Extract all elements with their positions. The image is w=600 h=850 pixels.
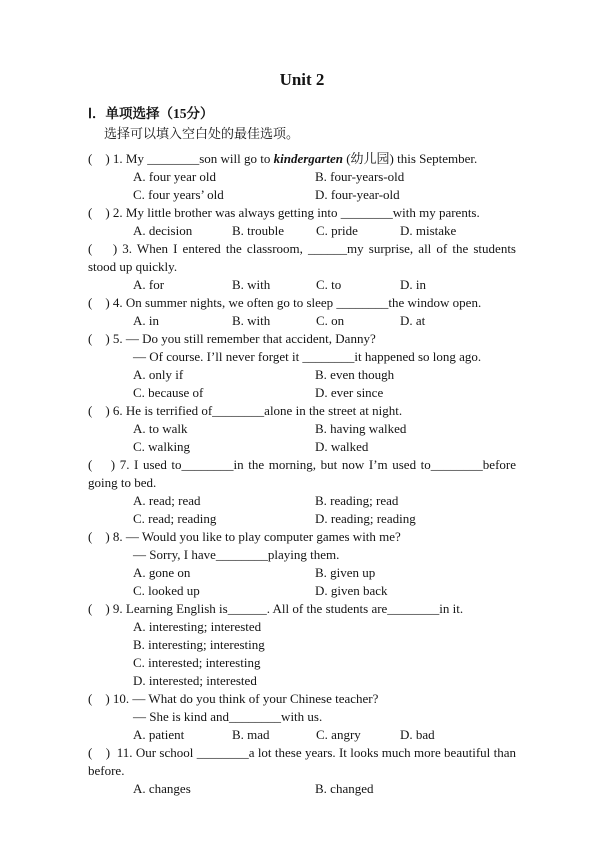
question-8 xyxy=(88,528,516,600)
option-b: B. four-years-old xyxy=(315,169,405,184)
question-3 xyxy=(88,240,520,294)
option-b: B. trouble xyxy=(232,223,284,238)
question-stem: ( ) 6. He is terrified of________alone in the street at night. xyxy=(88,403,403,418)
option-row xyxy=(88,186,516,204)
question-1 xyxy=(88,150,516,204)
option-row xyxy=(88,780,516,798)
question-10 xyxy=(88,690,516,744)
option-a: A. to walk xyxy=(133,421,188,436)
option-row xyxy=(88,510,516,528)
question-stem: ( ) 7. I used to________in the morning, but now I’m used to________before going to bed. xyxy=(88,457,520,490)
option-b: B. given up xyxy=(315,565,376,580)
option-b: B. even though xyxy=(315,367,395,382)
option-d: D. mistake xyxy=(400,223,457,238)
option-row xyxy=(88,654,516,672)
option-d: D. at xyxy=(400,313,426,328)
option-d: D. ever since xyxy=(315,385,384,400)
option-a: A. interesting; interested xyxy=(133,619,262,634)
dialogue-line: — Of course. I’ll never forget it ________it happened so long ago. xyxy=(133,349,482,364)
option-c: C. looked up xyxy=(133,583,200,598)
option-b: B. with xyxy=(232,277,271,292)
option-d: D. interested; interested xyxy=(133,673,257,688)
option-b: B. with xyxy=(232,313,271,328)
option-row xyxy=(88,672,516,690)
question-11 xyxy=(88,744,520,798)
question-stem: ( ) 9. Learning English is______. All of the students are________in it. xyxy=(88,601,464,616)
question-stem: ( ) 4. On summer nights, we often go to sleep ________the window open. xyxy=(88,295,482,310)
question-7 xyxy=(88,456,520,528)
option-row xyxy=(88,222,516,240)
option-a: A. for xyxy=(133,277,165,292)
stem-text: ( ) 1. My ________son will go to xyxy=(88,151,274,166)
option-c: C. four years’ old xyxy=(133,187,224,202)
question-stem: ( ) 11. Our school ________a lot these years. It looks much more beautiful than before. xyxy=(88,745,520,778)
option-d: D. in xyxy=(400,277,426,292)
option-d: D. four-year-old xyxy=(315,187,400,202)
option-row xyxy=(88,492,516,510)
option-c: C. walking xyxy=(133,439,191,454)
option-a: A. decision xyxy=(133,223,193,238)
option-row xyxy=(88,420,516,438)
option-row xyxy=(88,276,516,294)
option-row xyxy=(88,366,516,384)
question-9 xyxy=(88,600,516,690)
option-row xyxy=(88,438,516,456)
option-row xyxy=(88,636,516,654)
option-b: B. changed xyxy=(315,781,374,796)
option-row xyxy=(88,582,516,600)
question-4 xyxy=(88,294,516,330)
question-stem: ( ) 8. — Would you like to play computer games with me? xyxy=(88,529,401,544)
section-heading: Ⅰ．单项选择（15分） xyxy=(88,106,214,121)
option-row xyxy=(88,618,516,636)
option-d: D. bad xyxy=(400,727,435,742)
question-stem: ( ) 10. — What do you think of your Chinese teacher? xyxy=(88,691,379,706)
question-list xyxy=(88,150,520,798)
option-a: A. only if xyxy=(133,367,184,382)
option-b: B. reading; read xyxy=(315,493,399,508)
option-d: D. given back xyxy=(315,583,388,598)
option-a: A. patient xyxy=(133,727,185,742)
option-d: D. walked xyxy=(315,439,369,454)
option-row xyxy=(88,168,516,186)
option-a: A. gone on xyxy=(133,565,191,580)
option-c: C. because of xyxy=(133,385,204,400)
question-stem xyxy=(88,150,516,168)
question-5 xyxy=(88,330,516,402)
option-c: C. angry xyxy=(316,727,361,742)
option-b: B. mad xyxy=(232,727,270,742)
option-a: A. changes xyxy=(133,781,191,796)
option-a: A. read; read xyxy=(133,493,201,508)
option-c: C. interested; interesting xyxy=(133,655,261,670)
option-row xyxy=(88,726,516,744)
stem-text: (幼儿园) this September. xyxy=(342,151,478,166)
option-c: C. read; reading xyxy=(133,511,217,526)
option-row xyxy=(88,384,516,402)
option-b: B. having walked xyxy=(315,421,407,436)
question-stem: ( ) 5. — Do you still remember that accident, Danny? xyxy=(88,331,376,346)
page-title: Unit 2 xyxy=(279,70,325,89)
option-b: B. interesting; interesting xyxy=(133,637,265,652)
option-c: C. on xyxy=(316,313,345,328)
option-row xyxy=(88,564,516,582)
section-instruction: 选择可以填入空白处的最佳选项。 xyxy=(104,126,300,141)
question-stem: ( ) 2. My little brother was always getting into ________with my parents. xyxy=(88,205,480,220)
option-c: C. pride xyxy=(316,223,358,238)
option-d: D. reading; reading xyxy=(315,511,416,526)
option-c: C. to xyxy=(316,277,342,292)
option-row xyxy=(88,312,516,330)
stem-italic-word: kindergarten xyxy=(273,151,343,166)
option-a: A. in xyxy=(133,313,159,328)
dialogue-line: — She is kind and________with us. xyxy=(133,709,323,724)
dialogue-line: — Sorry, I have________playing them. xyxy=(133,547,340,562)
question-stem: ( ) 3. When I entered the classroom, ______my surprise, all of the students stood up quickly. xyxy=(88,241,520,274)
question-6 xyxy=(88,402,516,456)
question-2 xyxy=(88,204,516,240)
option-a: A. four year old xyxy=(133,169,217,184)
